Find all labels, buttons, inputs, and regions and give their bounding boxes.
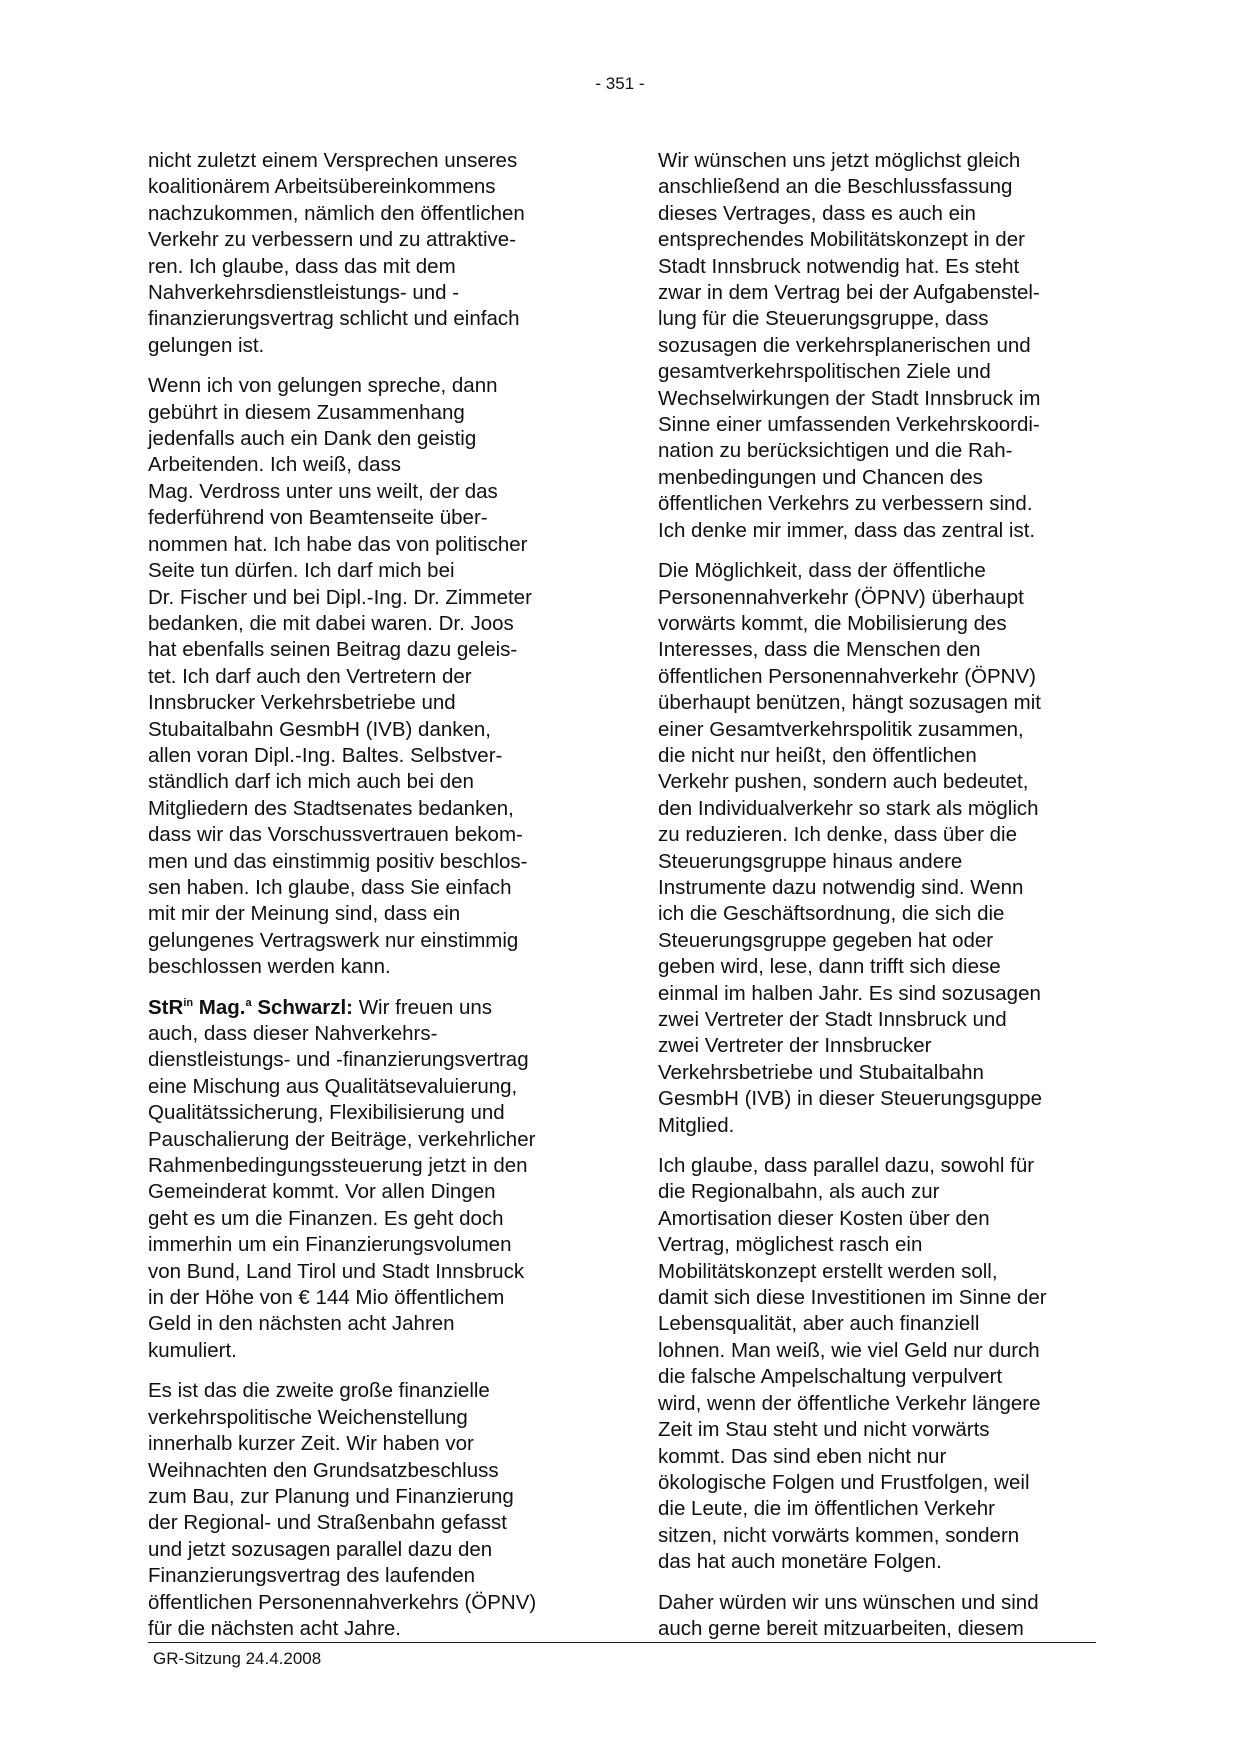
footer-divider — [148, 1642, 1096, 1643]
text-line: sen haben. Ich glaube, dass Sie einfach — [148, 875, 512, 899]
text-line: Vertrag, möglichest rasch ein — [658, 1233, 923, 1257]
text-line: öffentlichen Verkehrs zu verbessern sind. — [658, 492, 1033, 516]
text-line: Qualitätssicherung, Flexibilisierung und — [148, 1101, 505, 1125]
text-line: Sinne einer umfassenden Verkehrskoordi- — [658, 413, 1040, 437]
text-line: Ich denke mir immer, dass das zentral ist. — [658, 518, 1036, 542]
text-line: zu reduzieren. Ich denke, dass über die — [658, 823, 1017, 847]
text-line: geben wird, lese, dann trifft sich diese — [658, 955, 1001, 979]
paragraph — [658, 148, 1098, 544]
text-line: Interesses, dass die Menschen den — [658, 638, 981, 662]
text-line: nation zu berücksichtigen und die Rah- — [658, 439, 1013, 463]
speech-text — [148, 1021, 588, 1364]
text-line: öffentlichen Personennahverkehr (ÖPNV) — [658, 664, 1036, 688]
text-line: die falsche Ampelschaltung verpulvert — [658, 1365, 1003, 1389]
text-line: für die nächsten acht Jahre. — [148, 1616, 401, 1640]
paragraph — [148, 148, 588, 359]
text-line: Verkehrsbetriebe und Stubaitalbahn — [658, 1060, 984, 1084]
text-line: men und das einstimmig positiv beschlos- — [148, 849, 528, 873]
text-line: die Leute, die im öffentlichen Verkehr — [658, 1497, 995, 1521]
text-line: Gemeinderat kommt. Vor allen Dingen — [148, 1180, 496, 1204]
text-line: innerhalb kurzer Zeit. Wir haben vor — [148, 1432, 474, 1456]
text-line: Seite tun dürfen. Ich darf mich bei — [148, 559, 455, 583]
text-line: dieses Vertrages, dass es auch ein — [658, 201, 976, 225]
text-line: gesamtverkehrspolitischen Ziele und — [658, 360, 991, 384]
left-column — [148, 148, 588, 1656]
text-line: Verkehr pushen, sondern auch bedeutet, — [658, 770, 1029, 794]
text-line: gelungen ist. — [148, 333, 265, 357]
text-line: Wir wünschen uns jetzt möglichst gleich — [658, 149, 1021, 172]
text-line: Weihnachten den Grundsatzbeschluss — [148, 1458, 499, 1482]
text-line: finanzierungsvertrag schlicht und einfach — [148, 307, 520, 331]
paragraph — [148, 373, 588, 980]
page-number: - 351 - — [595, 74, 645, 93]
text-line: Mitgliedern des Stadtsenates bedanken, — [148, 796, 514, 820]
text-line: wird, wenn der öffentliche Verkehr längere — [658, 1391, 1041, 1415]
text-line: Innsbrucker Verkehrsbetriebe und — [148, 691, 456, 715]
text-line: die Regionalbahn, als auch zur — [658, 1180, 940, 1204]
text-line: Nahverkehrsdienstleistungs- und - — [148, 281, 460, 305]
text-line: Es ist das die zweite große finanzielle — [148, 1379, 490, 1403]
text-line: Dr. Fischer und bei Dipl.-Ing. Dr. Zimmeter — [148, 585, 532, 609]
text-line: dienstleistungs- und -finanzierungsvertrag — [148, 1048, 529, 1072]
text-line: zum Bau, zur Planung und Finanzierung — [148, 1484, 514, 1508]
speaker-line: StR$^{in}$ Mag.$^a$ Schwarzl: Wir freuen uns — [148, 995, 493, 1019]
text-line: beschlossen werden kann. — [148, 955, 391, 979]
text-line: gebührt in diesem Zusammenhang — [148, 400, 465, 424]
text-line: ständlich darf ich mich auch bei den — [148, 770, 474, 794]
text-line: vorwärts kommt, die Mobilisierung des — [658, 611, 1007, 635]
paragraph — [658, 1153, 1098, 1576]
text-line: die nicht nur heißt, den öffentlichen — [658, 743, 977, 767]
text-line: einer Gesamtverkehrspolitik zusammen, — [658, 717, 1024, 741]
text-line: lohnen. Man weiß, wie viel Geld nur durch — [658, 1338, 1040, 1362]
text-line: damit sich diese Investitionen im Sinne der — [658, 1286, 1047, 1310]
text-line: hat ebenfalls seinen Beitrag dazu geleis- — [148, 638, 518, 662]
text-line: lung für die Steuerungsgruppe, dass — [658, 307, 989, 331]
text-line: allen voran Dipl.-Ing. Baltes. Selbstver- — [148, 743, 503, 767]
text-line: gelungenes Vertragswerk nur einstimmig — [148, 928, 519, 952]
text-line: von Bund, Land Tirol und Stadt Innsbruck — [148, 1259, 525, 1283]
text-line: anschließend an die Beschlussfassung — [658, 175, 1013, 199]
paragraph — [658, 1590, 1098, 1643]
text-line: GesmbH (IVB) in dieser Steuerungsguppe — [658, 1087, 1043, 1111]
text-line: Steuerungsgruppe hinaus andere — [658, 849, 963, 873]
text-line: tet. Ich darf auch den Vertretern der — [148, 664, 472, 688]
text-line: jedenfalls auch ein Dank den geistig — [148, 427, 477, 451]
text-line: ich die Geschäftsordnung, die sich die — [658, 902, 1005, 926]
text-line: zwei Vertreter der Stadt Innsbruck und — [658, 1008, 1007, 1031]
text-line: bedanken, die mit dabei waren. Dr. Joos — [148, 611, 514, 635]
text-line: der Regional- und Straßenbahn gefasst — [148, 1511, 507, 1535]
text-line: Steuerungsgruppe gegeben hat oder — [658, 928, 994, 952]
text-line: in der Höhe von € 144 Mio öffentlichem — [148, 1286, 505, 1310]
text-line: zwar in dem Vertrag bei der Aufgabenstel- — [658, 281, 1040, 305]
text-line: menbedingungen und Chancen des — [658, 465, 983, 489]
text-line: nicht zuletzt einem Versprechen unseres — [148, 149, 518, 172]
text-line: Ich glaube, dass parallel dazu, sowohl für — [658, 1154, 1035, 1178]
text-line: Amortisation dieser Kosten über den — [658, 1206, 990, 1230]
text-line: Mobilitätskonzept erstellt werden soll, — [658, 1259, 998, 1283]
text-line: ren. Ich glaube, dass das mit dem — [148, 254, 456, 278]
text-line: eine Mischung aus Qualitätsevaluierung, — [148, 1074, 518, 1098]
text-line: auch, dass dieser Nahverkehrs- — [148, 1022, 438, 1045]
text-line: kumuliert. — [148, 1338, 237, 1362]
text-line: zwei Vertreter der Innsbrucker — [658, 1034, 932, 1058]
footer-session-label: GR-Sitzung 24.4.2008 — [153, 1649, 322, 1668]
text-line: den Individualverkehr so stark als möglich — [658, 796, 1039, 820]
text-line: Daher würden wir uns wünschen und sind — [658, 1590, 1039, 1614]
paragraph — [148, 1378, 588, 1642]
text-line: verkehrspolitische Weichenstellung — [148, 1405, 468, 1429]
text-line: sozusagen die verkehrsplanerischen und — [658, 333, 1031, 357]
text-line: Pauschalierung der Beiträge, verkehrlicher — [148, 1127, 536, 1151]
text-line: Mitglied. — [658, 1113, 735, 1137]
text-line: sitzen, nicht vorwärts kommen, sondern — [658, 1523, 1020, 1547]
text-line: nommen hat. Ich habe das von politischer — [148, 532, 528, 556]
text-line: öffentlichen Personennahverkehrs (ÖPNV) — [148, 1590, 537, 1614]
text-line: kommt. Das sind eben nicht nur — [658, 1444, 947, 1468]
text-line: Lebensqualität, aber auch finanziell — [658, 1312, 980, 1336]
paragraph — [658, 558, 1098, 1139]
text-line: mit mir der Meinung sind, dass ein — [148, 902, 461, 926]
text-line: Mag. Verdross unter uns weilt, der das — [148, 479, 498, 503]
text-line: Die Möglichkeit, dass der öffentliche — [658, 559, 986, 583]
text-line: entsprechendes Mobilitätskonzept in der — [658, 228, 1025, 252]
text-line: Instrumente dazu notwendig sind. Wenn — [658, 875, 1024, 899]
text-line: ökologische Folgen und Frustfolgen, weil — [658, 1470, 1030, 1494]
right-column — [658, 148, 1098, 1656]
text-line: geht es um die Finanzen. Es geht doch — [148, 1206, 504, 1230]
text-line: Arbeitenden. Ich weiß, dass — [148, 453, 401, 477]
text-line: Finanzierungsvertrag des laufenden — [148, 1564, 476, 1588]
text-line: nachzukommen, nämlich den öffentlichen — [148, 201, 525, 225]
text-line: immerhin um ein Finanzierungsvolumen — [148, 1233, 512, 1257]
text-line: Wechselwirkungen der Stadt Innsbruck im — [658, 386, 1041, 410]
speaker-paragraph — [148, 995, 588, 1365]
text-line: überhaupt benützen, hängt sozusagen mit — [658, 691, 1041, 715]
text-line: Wenn ich von gelungen spreche, dann — [148, 374, 498, 398]
text-line: federführend von Beamtenseite über- — [148, 506, 488, 530]
text-line: Geld in den nächsten acht Jahren — [148, 1312, 455, 1336]
text-line: Verkehr zu verbessern und zu attraktive- — [148, 228, 517, 252]
speaker-name: StR$^{in}$ Mag.$^a$ Schwarzl: — [148, 995, 354, 1019]
text-line: einmal im halben Jahr. Es sind sozusagen — [658, 981, 1041, 1005]
text-line: das hat auch monetäre Folgen. — [658, 1550, 942, 1574]
text-line: Stadt Innsbruck notwendig hat. Es steht — [658, 254, 1020, 278]
text-line: auch gerne bereit mitzuarbeiten, diesem — [658, 1616, 1024, 1640]
text-line: koalitionärem Arbeitsübereinkommens — [148, 175, 496, 199]
text-line: Zeit im Stau steht und nicht vorwärts — [658, 1418, 990, 1442]
text-line: Stubaitalbahn GesmbH (IVB) danken, — [148, 717, 491, 741]
text-line: dass wir das Vorschussvertrauen bekom- — [148, 823, 523, 847]
text-line: und jetzt sozusagen parallel dazu den — [148, 1537, 493, 1561]
text-line: Personennahverkehr (ÖPNV) überhaupt — [658, 585, 1024, 609]
text-line: Rahmenbedingungssteuerung jetzt in den — [148, 1154, 528, 1178]
